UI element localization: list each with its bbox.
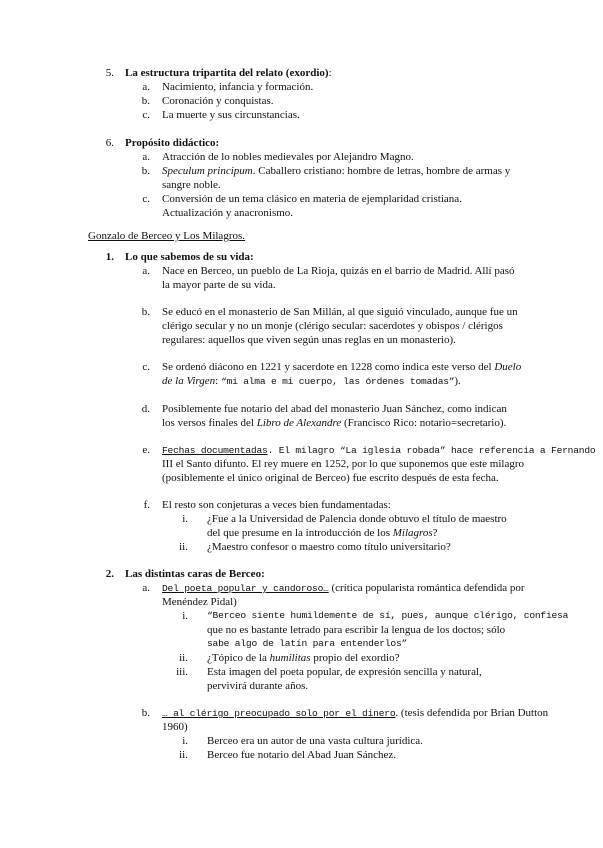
italic-title: Libro de Alexandre [256, 417, 342, 429]
list-number: 1. [105, 251, 114, 263]
list-number: 6. [105, 137, 114, 149]
list-item: Atracción de lo nobles medievales por Alejandro Magno. [162, 151, 414, 163]
list-marker: b. [141, 165, 150, 177]
italic-title: Duelo [494, 361, 522, 373]
list-marker: a. [142, 265, 150, 277]
list-number: 5. [105, 67, 114, 79]
list-item: Esta imagen del poeta popular, de expresión sencilla y natural, [207, 666, 482, 678]
item-text: . El milagro “La iglesia robada” hace referencia a Fernando [267, 445, 596, 456]
list-number: 2. [105, 568, 114, 580]
document-heading: Gonzalo de Berceo y Los Milagros. [88, 230, 246, 242]
list-item: Nace en Berceo, un pueblo de La Rioja, quizás en el barrio de Madrid. Allí pasó [162, 265, 515, 277]
list-marker: a. [142, 582, 150, 594]
list-marker: c. [142, 361, 150, 373]
list-item [162, 443, 595, 458]
quoted-text: sabe algo de latín para entenderlos” [207, 638, 408, 649]
item-text: propio del exordio? [310, 652, 400, 664]
list-item-continuation: regulares: aquellos que viven según unas reglas en un monasterio). [162, 334, 456, 346]
list-marker: i. [182, 610, 188, 622]
item-text: (Francisco Rico: notario=secretario). [341, 417, 507, 429]
list-marker: ii. [179, 749, 188, 761]
list-item: ¿Fue a la Universidad de Palencia donde obtuvo el título de maestro [207, 513, 507, 525]
list-item-continuation [162, 416, 506, 430]
item-text: . Caballero cristiano: hombre de letras, hombre de armas y [252, 165, 511, 177]
list-item-continuation: III el Santo difunto. El rey muere en 1252, por lo que suponemos que este milagro [162, 458, 524, 470]
item-text: (crítica popularista romántica defendida por [328, 582, 525, 594]
item-text: . (tesis defendida por Brian Dutton [395, 707, 549, 719]
list-item: Coronación y conquistas. [162, 95, 274, 107]
list-item-continuation [207, 526, 438, 540]
item-text: ¿Tópico de la [207, 652, 270, 664]
list-marker: c. [142, 193, 150, 205]
list-item: Posiblemente fue notario del abad del monasterio Juan Sánchez, como indican [162, 403, 507, 415]
list-item [162, 360, 521, 374]
list-item: ¿Maestro confesor o maestro como título universitario? [207, 541, 451, 553]
list-item: Conversión de un tema clásico en materia de ejemplaridad cristiana. [162, 193, 462, 205]
list-item-continuation [162, 374, 461, 389]
list-item: El resto son conjeturas a veces bien fundamentadas: [162, 499, 391, 511]
list-item-continuation: sangre noble. [162, 179, 221, 191]
item-text: del que presume en la introducción de los [207, 527, 393, 539]
colon: : [328, 67, 332, 79]
section-title [125, 66, 332, 80]
italic-term: Speculum principum [162, 165, 253, 177]
list-item-continuation: 1960) [162, 721, 188, 733]
list-marker: f. [143, 499, 150, 511]
section-title: Propósito didáctico: [125, 137, 220, 149]
list-item [162, 706, 548, 721]
italic-term: humilitas [269, 652, 311, 664]
list-marker: i. [182, 513, 188, 525]
list-item-continuation: clérigo secular y no un monje (clérigo secular: sacerdotes y obispos / clérigos [162, 320, 503, 332]
list-item [207, 651, 399, 665]
section-title: Las distintas caras de Berceo: [125, 568, 265, 580]
underlined-text: Del poeta popular y candoroso… [162, 583, 329, 594]
list-item: Berceo era un autor de una vasta cultura jurídica. [207, 735, 423, 747]
list-item-continuation: la mayor parte de su vida. [162, 279, 276, 291]
list-marker: b. [141, 707, 150, 719]
list-marker: b. [141, 306, 150, 318]
list-item [162, 164, 510, 178]
item-text: : [215, 375, 221, 387]
item-text: ). [454, 375, 461, 387]
list-marker: i. [182, 735, 188, 747]
list-item-continuation: pervivirá durante años. [207, 680, 309, 692]
item-text: Se ordenó diácono en 1221 y sacerdote en 1228 como indica este verso del [162, 361, 495, 373]
item-text: los versos finales del [162, 417, 257, 429]
italic-title: de la Virgen [162, 375, 216, 387]
list-marker: b. [141, 95, 150, 107]
list-marker: iii. [176, 666, 188, 678]
list-item-continuation: que no es bastante letrado para escribir la lengua de los doctos; sólo [207, 624, 506, 636]
list-marker: a. [142, 151, 150, 163]
underlined-text: … al clérigo preocupado solo por el dinero [162, 708, 396, 719]
list-item [162, 581, 525, 596]
list-item: Nacimiento, infancia y formación. [162, 81, 314, 93]
underlined-text: Fechas documentadas [162, 445, 268, 456]
list-item: La muerte y sus circunstancias. [162, 109, 300, 121]
section-title-text: La estructura tripartita del relato (exordio) [125, 67, 329, 79]
italic-title: Milagros [392, 527, 433, 539]
list-marker: e. [142, 444, 150, 456]
list-marker: ii. [179, 541, 188, 553]
list-item-continuation: Menéndez Pidal) [162, 596, 237, 608]
item-text: ? [432, 527, 438, 539]
list-marker: d. [141, 403, 150, 415]
list-marker: ii. [179, 652, 188, 664]
list-marker: c. [142, 109, 150, 121]
list-marker: a. [142, 81, 150, 93]
section-title: Lo que sabemos de su vida: [125, 251, 254, 263]
list-item: Berceo fue notario del Abad Juan Sánchez. [207, 749, 397, 761]
list-item-continuation: (posiblemente el único original de Berceo) fue escrito después de esta fecha. [162, 472, 499, 484]
quoted-verse: “mi alma e mi cuerpo, las órdenes tomadas” [220, 376, 455, 387]
quoted-text: “Berceo siente humildemente de sí, pues, aunque clérigo, confiesa [207, 610, 569, 621]
list-item-continuation: Actualización y anacronismo. [162, 207, 294, 219]
list-item: Se educó en el monasterio de San Millán, al que siguió vinculado, aunque fue un [162, 306, 518, 318]
